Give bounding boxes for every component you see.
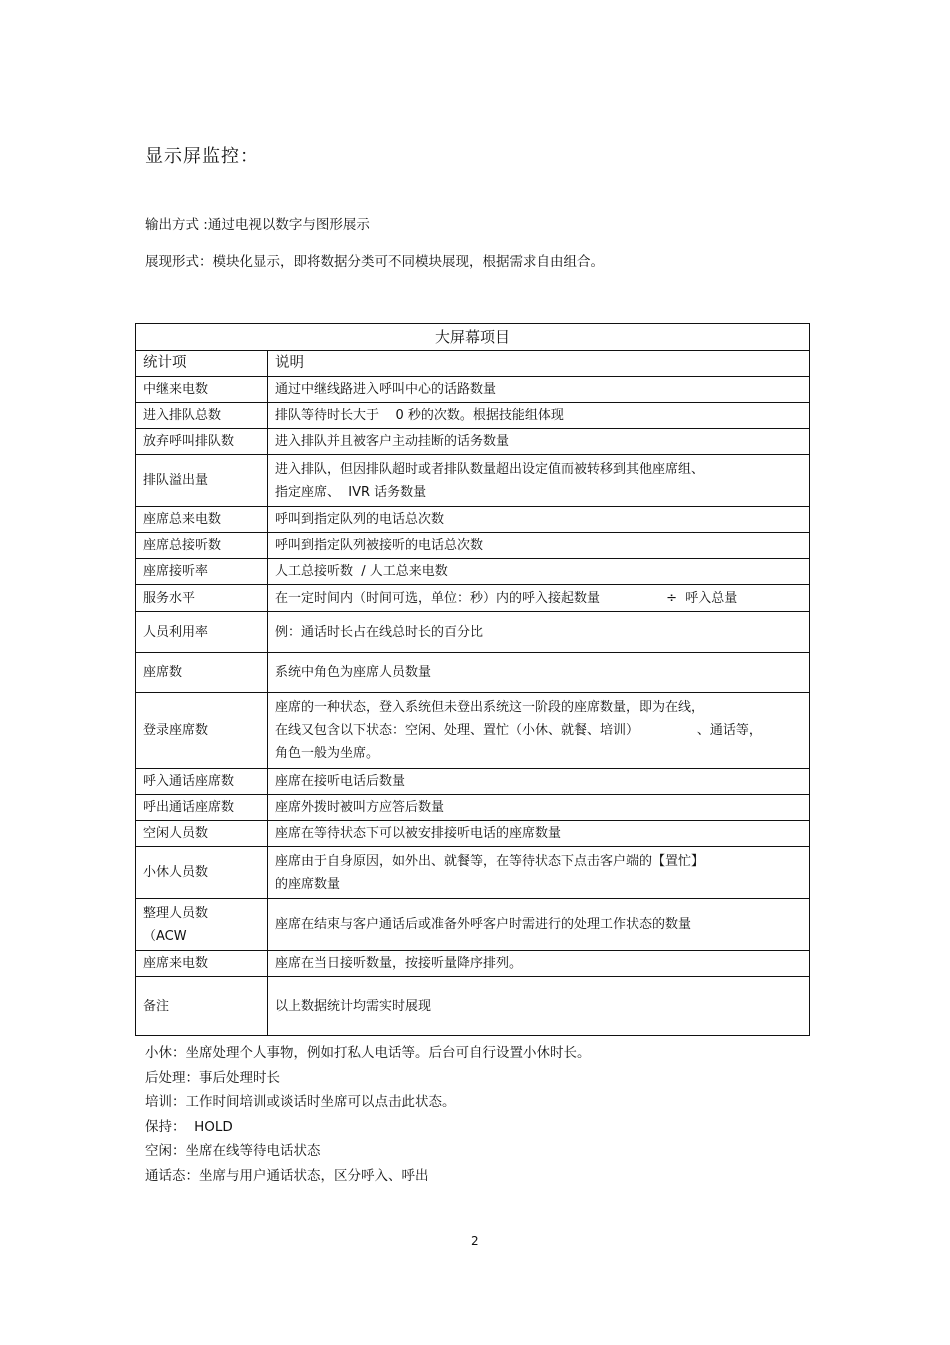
page-title: 显示屏监控： [145,146,259,167]
note-line: 保持： HOLD [145,1118,233,1135]
stat-item-label: 人员利用率 [143,624,209,640]
table-row [136,403,810,429]
description-text: 进入排队并且被客户主动挂断的话务数量 [275,434,510,449]
table-row [136,455,810,507]
stat-item-label: 整理人员数 [143,905,209,921]
description-text: 呼叫到指定队列的电话总次数 [275,512,445,527]
description-cell [268,795,810,821]
display-form-text: 展现形式：模块化显示，即将数据分类可不同模块展现，根据需求自由组合。 [145,254,604,270]
description-text: 座席在等待状态下可以被安排接听电话的座席数量 [275,826,562,841]
description-cell [268,429,810,455]
stat-item-label: 呼入通话座席数 [143,774,235,789]
description-cell [268,612,810,653]
description-cell [268,977,810,1036]
description-text: 在线又包含以下状态：空闲、处理、置忙（小休、就餐、培训） 、通话等， [275,723,762,738]
table-row [136,653,810,693]
stat-item-cell [136,507,268,533]
stat-item-cell [136,693,268,769]
description-cell [268,559,810,585]
description-text: 例：通话时长占在线总时长的百分比 [275,624,484,640]
stat-item-label: 呼出通话座席数 [143,800,235,815]
table-row [136,585,810,612]
note-line: 后处理：事后处理时长 [145,1069,280,1086]
stat-item-label: 中继来电数 [143,382,209,397]
note-line: 通话态：坐席与用户通话状态，区分呼入、呼出 [145,1167,429,1184]
table-row [136,847,810,899]
table-row [136,899,810,951]
table-row [136,612,810,653]
description-cell [268,403,810,429]
stat-item-label: 座席接听率 [143,564,209,579]
description-cell [268,377,810,403]
description-cell [268,455,810,507]
description-text: 座席的一种状态，登入系统但未登出系统这一阶段的座席数量，即为在线， [275,700,705,715]
stat-item-cell [136,612,268,653]
description-cell [268,507,810,533]
description-text: 角色一般为坐席。 [275,746,380,761]
table-row [136,507,810,533]
table-row [136,977,810,1036]
description-cell [268,585,810,612]
stat-item-cell [136,403,268,429]
table-row [136,769,810,795]
table-row [136,693,810,769]
stat-item-cell [136,899,268,951]
stat-item-label: 座席总来电数 [143,512,222,527]
description-text: 在一定时间内（时间可选，单位：秒）内的呼入接起数量 ÷ 呼入总量 [275,590,738,606]
description-text: 指定座席、 IVR 话务数量 [275,484,427,500]
stat-item-cell [136,653,268,693]
stat-item-cell [136,847,268,899]
stat-item-cell [136,533,268,559]
stat-item-label: 排队溢出量 [143,473,209,488]
stat-item-cell [136,795,268,821]
big-screen-items-table [135,323,810,1036]
stat-item-label: 座席来电数 [143,956,209,971]
stat-item-cell [136,769,268,795]
description-cell [268,693,810,769]
stat-item-label: 备注 [143,998,170,1014]
stat-item-cell [136,429,268,455]
table-row [136,821,810,847]
stat-item-cell [136,585,268,612]
notes-section [145,1041,591,1188]
description-text: 通过中继线路进入呼叫中心的话路数量 [275,382,497,397]
stat-item-cell [136,559,268,585]
table-caption: 大屏幕项目 [136,324,810,351]
stat-item-label: 小休人员数 [143,865,209,880]
table-row [136,377,810,403]
stat-item-label: 服务水平 [143,590,196,606]
description-text: 进入排队，但因排队超时或者排队数量超出设定值而被转移到其他座席组、 [275,461,705,477]
description-text: 座席在接听电话后数量 [275,774,406,789]
stat-item-label: 座席数 [143,665,183,680]
description-text: 以上数据统计均需实时展现 [275,998,432,1014]
note-line: 小休：坐席处理个人事物，例如打私人电话等。后台可自行设置小休时长。 [145,1045,591,1061]
table-row [136,559,810,585]
description-text: 座席由于自身原因，如外出、就餐等，在等待状态下点击客户端的【置忙】 [275,853,705,869]
description-text: 座席外拨时被叫方应答后数量 [275,800,445,815]
stat-item-label: （ACW [143,928,187,944]
description-cell [268,653,810,693]
description-text: 的座席数量 [275,876,341,892]
table-row [136,795,810,821]
description-cell [268,821,810,847]
description-cell [268,951,810,977]
page-number: 2 [471,1234,479,1248]
output-method-text: 输出方式 :通过电视以数字与图形展示 [145,217,370,233]
description-cell [268,899,810,951]
stat-item-cell [136,455,268,507]
description-cell [268,533,810,559]
stat-item-label: 进入排队总数 [143,408,222,423]
description-text: 人工总接听数 / 人工总来电数 [275,564,448,579]
description-cell [268,847,810,899]
note-line: 空闲：坐席在线等待电话状态 [145,1143,321,1159]
stat-item-label: 空闲人员数 [143,826,209,841]
stat-item-cell [136,951,268,977]
stat-item-label: 放弃呼叫排队数 [143,434,235,449]
stat-item-cell [136,377,268,403]
description-text: 排队等待时长大于 0 秒的次数。根据技能组体现 [275,408,564,423]
table-row [136,429,810,455]
stat-item-label: 座席总接听数 [143,538,222,553]
description-text: 系统中角色为座席人员数量 [275,665,432,680]
table-row [136,951,810,977]
header-stat-item: 统计项 [136,351,268,377]
table-row [136,533,810,559]
note-line: 培训：工作时间培训或谈话时坐席可以点击此状态。 [145,1094,456,1110]
table-header-row [136,351,810,377]
stat-item-label: 登录座席数 [143,723,209,738]
description-cell [268,769,810,795]
description-text: 座席在结束与客户通话后或准备外呼客户时需进行的处理工作状态的数量 [275,917,692,932]
stat-item-cell [136,821,268,847]
header-description: 说明 [268,351,810,377]
description-text: 呼叫到指定队列被接听的电话总次数 [275,538,484,553]
description-text: 座席在当日接听数量，按接听量降序排列。 [275,956,523,971]
stat-item-cell [136,977,268,1036]
